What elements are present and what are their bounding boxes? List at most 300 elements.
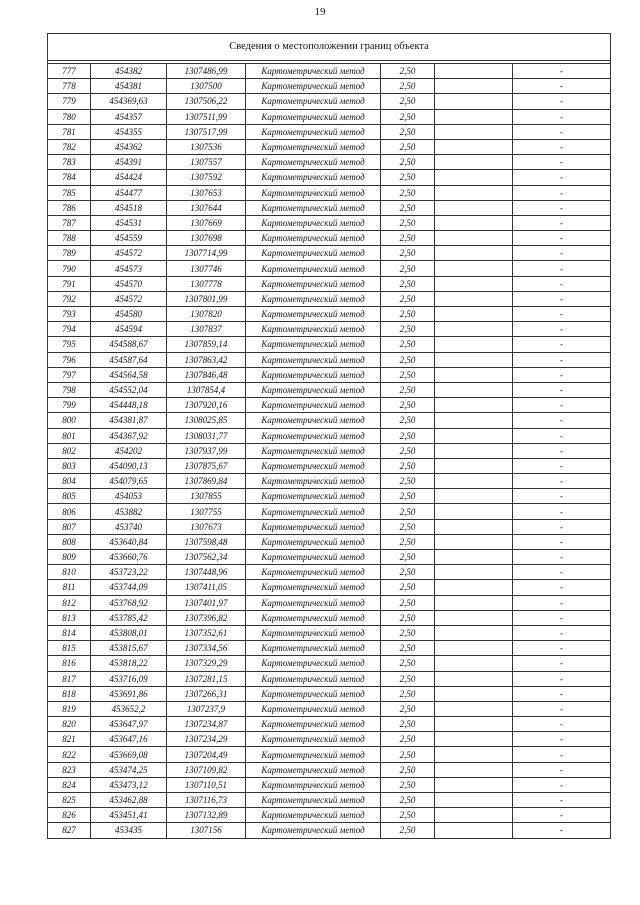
x-coordinate-cell: 454594 (91, 322, 167, 337)
x-coordinate-cell: 453808,01 (91, 625, 167, 640)
accuracy-cell: 2,50 (381, 762, 435, 777)
y-coordinate-cell: 1307592 (167, 170, 246, 185)
table-row (48, 610, 611, 625)
y-coordinate-cell: 1307110,51 (167, 777, 246, 792)
description-cell: - (513, 474, 611, 489)
accuracy-cell: 2,50 (381, 625, 435, 640)
point-number-cell: 825 (48, 793, 91, 808)
y-coordinate-cell: 1307846,48 (167, 367, 246, 382)
table-row (48, 200, 611, 215)
empty-cell (435, 762, 513, 777)
description-cell: - (513, 610, 611, 625)
accuracy-cell: 2,50 (381, 322, 435, 337)
table-row (48, 413, 611, 428)
description-cell: - (513, 443, 611, 458)
description-cell: - (513, 322, 611, 337)
accuracy-cell: 2,50 (381, 109, 435, 124)
accuracy-cell: 2,50 (381, 139, 435, 154)
x-coordinate-cell: 454587,64 (91, 352, 167, 367)
description-cell: - (513, 124, 611, 139)
empty-cell (435, 413, 513, 428)
accuracy-cell: 2,50 (381, 261, 435, 276)
accuracy-cell: 2,50 (381, 337, 435, 352)
table-row (48, 732, 611, 747)
y-coordinate-cell: 1307854,4 (167, 382, 246, 397)
method-cell: Картометрический метод (246, 428, 381, 443)
method-cell: Картометрический метод (246, 747, 381, 762)
empty-cell (435, 231, 513, 246)
y-coordinate-cell: 1307801,99 (167, 291, 246, 306)
point-number-cell: 789 (48, 246, 91, 261)
accuracy-cell: 2,50 (381, 246, 435, 261)
table-title: Сведения о местоположении границ объекта (48, 34, 611, 61)
point-number-cell: 818 (48, 686, 91, 701)
method-cell: Картометрический метод (246, 717, 381, 732)
description-cell: - (513, 246, 611, 261)
point-number-cell: 815 (48, 641, 91, 656)
x-coordinate-cell: 453882 (91, 504, 167, 519)
y-coordinate-cell: 1307669 (167, 215, 246, 230)
y-coordinate-cell: 1307132,89 (167, 808, 246, 823)
description-cell: - (513, 656, 611, 671)
accuracy-cell: 2,50 (381, 398, 435, 413)
description-cell: - (513, 747, 611, 762)
x-coordinate-cell: 453473,12 (91, 777, 167, 792)
table-row (48, 79, 611, 94)
empty-cell (435, 352, 513, 367)
point-number-cell: 794 (48, 322, 91, 337)
empty-cell (435, 443, 513, 458)
x-coordinate-cell: 453744,09 (91, 580, 167, 595)
empty-cell (435, 367, 513, 382)
empty-cell (435, 656, 513, 671)
table-row (48, 777, 611, 792)
accuracy-cell: 2,50 (381, 458, 435, 473)
boundary-coordinates-table (47, 33, 611, 839)
table-row (48, 443, 611, 458)
x-coordinate-cell: 454090,13 (91, 458, 167, 473)
y-coordinate-cell: 1307281,15 (167, 671, 246, 686)
method-cell: Картометрический метод (246, 808, 381, 823)
table-row (48, 489, 611, 504)
y-coordinate-cell: 1307506,22 (167, 94, 246, 109)
y-coordinate-cell: 1307116,73 (167, 793, 246, 808)
point-number-cell: 814 (48, 625, 91, 640)
x-coordinate-cell: 453716,09 (91, 671, 167, 686)
point-number-cell: 791 (48, 276, 91, 291)
method-cell: Картометрический метод (246, 155, 381, 170)
accuracy-cell: 2,50 (381, 717, 435, 732)
y-coordinate-cell: 1307156 (167, 823, 246, 838)
description-cell: - (513, 565, 611, 580)
x-coordinate-cell: 454355 (91, 124, 167, 139)
accuracy-cell: 2,50 (381, 443, 435, 458)
point-number-cell: 801 (48, 428, 91, 443)
table-row (48, 808, 611, 823)
point-number-cell: 806 (48, 504, 91, 519)
point-number-cell: 819 (48, 701, 91, 716)
description-cell: - (513, 458, 611, 473)
x-coordinate-cell: 454391 (91, 155, 167, 170)
table-body (48, 34, 611, 839)
empty-cell (435, 580, 513, 595)
accuracy-cell: 2,50 (381, 565, 435, 580)
x-coordinate-cell: 453647,97 (91, 717, 167, 732)
point-number-cell: 822 (48, 747, 91, 762)
y-coordinate-cell: 1307937,99 (167, 443, 246, 458)
x-coordinate-cell: 454588,67 (91, 337, 167, 352)
accuracy-cell: 2,50 (381, 732, 435, 747)
table-row (48, 793, 611, 808)
point-number-cell: 795 (48, 337, 91, 352)
description-cell: - (513, 337, 611, 352)
y-coordinate-cell: 1307401,97 (167, 595, 246, 610)
description-cell: - (513, 777, 611, 792)
accuracy-cell: 2,50 (381, 185, 435, 200)
y-coordinate-cell: 1307855 (167, 489, 246, 504)
point-number-cell: 787 (48, 215, 91, 230)
point-number-cell: 809 (48, 550, 91, 565)
x-coordinate-cell: 453785,42 (91, 610, 167, 625)
point-number-cell: 805 (48, 489, 91, 504)
table-row (48, 823, 611, 838)
point-number-cell: 778 (48, 79, 91, 94)
x-coordinate-cell: 454559 (91, 231, 167, 246)
description-cell: - (513, 382, 611, 397)
point-number-cell: 779 (48, 94, 91, 109)
table-row (48, 170, 611, 185)
description-cell: - (513, 64, 611, 79)
description-cell: - (513, 398, 611, 413)
empty-cell (435, 610, 513, 625)
description-cell: - (513, 762, 611, 777)
empty-cell (435, 701, 513, 716)
y-coordinate-cell: 1308031,77 (167, 428, 246, 443)
y-coordinate-cell: 1307778 (167, 276, 246, 291)
description-cell: - (513, 94, 611, 109)
x-coordinate-cell: 453818,22 (91, 656, 167, 671)
method-cell: Картометрический метод (246, 215, 381, 230)
accuracy-cell: 2,50 (381, 823, 435, 838)
method-cell: Картометрический метод (246, 291, 381, 306)
empty-cell (435, 398, 513, 413)
y-coordinate-cell: 1307396,82 (167, 610, 246, 625)
table-row (48, 641, 611, 656)
y-coordinate-cell: 1307109,82 (167, 762, 246, 777)
method-cell: Картометрический метод (246, 534, 381, 549)
y-coordinate-cell: 1307411,05 (167, 580, 246, 595)
table-row (48, 504, 611, 519)
x-coordinate-cell: 454357 (91, 109, 167, 124)
x-coordinate-cell: 454382 (91, 64, 167, 79)
y-coordinate-cell: 1307755 (167, 504, 246, 519)
y-coordinate-cell: 1307746 (167, 261, 246, 276)
empty-cell (435, 79, 513, 94)
empty-cell (435, 109, 513, 124)
point-number-cell: 777 (48, 64, 91, 79)
empty-cell (435, 489, 513, 504)
y-coordinate-cell: 1307869,84 (167, 474, 246, 489)
description-cell: - (513, 519, 611, 534)
point-number-cell: 783 (48, 155, 91, 170)
x-coordinate-cell: 454367,92 (91, 428, 167, 443)
description-cell: - (513, 170, 611, 185)
accuracy-cell: 2,50 (381, 428, 435, 443)
y-coordinate-cell: 1307820 (167, 307, 246, 322)
accuracy-cell: 2,50 (381, 413, 435, 428)
y-coordinate-cell: 1307352,61 (167, 625, 246, 640)
accuracy-cell: 2,50 (381, 504, 435, 519)
y-coordinate-cell: 1307875,67 (167, 458, 246, 473)
y-coordinate-cell: 1307448,96 (167, 565, 246, 580)
table-row (48, 246, 611, 261)
method-cell: Картометрический метод (246, 124, 381, 139)
point-number-cell: 811 (48, 580, 91, 595)
accuracy-cell: 2,50 (381, 200, 435, 215)
description-cell: - (513, 671, 611, 686)
table-row (48, 762, 611, 777)
point-number-cell: 821 (48, 732, 91, 747)
method-cell: Картометрический метод (246, 139, 381, 154)
x-coordinate-cell: 454580 (91, 307, 167, 322)
y-coordinate-cell: 1307837 (167, 322, 246, 337)
table-row (48, 701, 611, 716)
empty-cell (435, 307, 513, 322)
accuracy-cell: 2,50 (381, 777, 435, 792)
table-row (48, 382, 611, 397)
x-coordinate-cell: 453647,16 (91, 732, 167, 747)
point-number-cell: 796 (48, 352, 91, 367)
method-cell: Картометрический метод (246, 610, 381, 625)
empty-cell (435, 777, 513, 792)
empty-cell (435, 64, 513, 79)
y-coordinate-cell: 1307500 (167, 79, 246, 94)
description-cell: - (513, 793, 611, 808)
y-coordinate-cell: 1307653 (167, 185, 246, 200)
description-cell: - (513, 489, 611, 504)
table-title-row (48, 34, 611, 61)
description-cell: - (513, 291, 611, 306)
accuracy-cell: 2,50 (381, 215, 435, 230)
method-cell: Картометрический метод (246, 519, 381, 534)
accuracy-cell: 2,50 (381, 276, 435, 291)
description-cell: - (513, 428, 611, 443)
point-number-cell: 792 (48, 291, 91, 306)
accuracy-cell: 2,50 (381, 231, 435, 246)
x-coordinate-cell: 453768,92 (91, 595, 167, 610)
y-coordinate-cell: 1307536 (167, 139, 246, 154)
x-coordinate-cell: 453451,41 (91, 808, 167, 823)
y-coordinate-cell: 1307673 (167, 519, 246, 534)
empty-cell (435, 823, 513, 838)
empty-cell (435, 625, 513, 640)
table-row (48, 398, 611, 413)
empty-cell (435, 808, 513, 823)
method-cell: Картометрический метод (246, 337, 381, 352)
description-cell: - (513, 231, 611, 246)
table-row (48, 109, 611, 124)
empty-cell (435, 170, 513, 185)
y-coordinate-cell: 1307698 (167, 231, 246, 246)
empty-cell (435, 291, 513, 306)
method-cell: Картометрический метод (246, 109, 381, 124)
description-cell: - (513, 413, 611, 428)
empty-cell (435, 671, 513, 686)
method-cell: Картометрический метод (246, 170, 381, 185)
accuracy-cell: 2,50 (381, 79, 435, 94)
description-cell: - (513, 276, 611, 291)
empty-cell (435, 534, 513, 549)
method-cell: Картометрический метод (246, 641, 381, 656)
empty-cell (435, 641, 513, 656)
description-cell: - (513, 625, 611, 640)
accuracy-cell: 2,50 (381, 808, 435, 823)
table-row (48, 261, 611, 276)
method-cell: Картометрический метод (246, 64, 381, 79)
point-number-cell: 802 (48, 443, 91, 458)
x-coordinate-cell: 454381 (91, 79, 167, 94)
point-number-cell: 816 (48, 656, 91, 671)
table-row (48, 428, 611, 443)
table-row (48, 367, 611, 382)
y-coordinate-cell: 1308025,85 (167, 413, 246, 428)
point-number-cell: 800 (48, 413, 91, 428)
x-coordinate-cell: 454531 (91, 215, 167, 230)
accuracy-cell: 2,50 (381, 580, 435, 595)
method-cell: Картометрический метод (246, 823, 381, 838)
x-coordinate-cell: 454570 (91, 276, 167, 291)
accuracy-cell: 2,50 (381, 656, 435, 671)
method-cell: Картометрический метод (246, 550, 381, 565)
accuracy-cell: 2,50 (381, 595, 435, 610)
table-row (48, 519, 611, 534)
point-number-cell: 824 (48, 777, 91, 792)
x-coordinate-cell: 453723,22 (91, 565, 167, 580)
y-coordinate-cell: 1307486,99 (167, 64, 246, 79)
point-number-cell: 823 (48, 762, 91, 777)
y-coordinate-cell: 1307562,34 (167, 550, 246, 565)
description-cell: - (513, 155, 611, 170)
method-cell: Картометрический метод (246, 398, 381, 413)
x-coordinate-cell: 453462,88 (91, 793, 167, 808)
method-cell: Картометрический метод (246, 504, 381, 519)
table-row (48, 595, 611, 610)
method-cell: Картометрический метод (246, 352, 381, 367)
x-coordinate-cell: 453669,08 (91, 747, 167, 762)
empty-cell (435, 200, 513, 215)
accuracy-cell: 2,50 (381, 291, 435, 306)
empty-cell (435, 519, 513, 534)
y-coordinate-cell: 1307598,48 (167, 534, 246, 549)
table-row (48, 124, 611, 139)
method-cell: Картометрический метод (246, 474, 381, 489)
method-cell: Картометрический метод (246, 382, 381, 397)
empty-cell (435, 686, 513, 701)
table-row (48, 671, 611, 686)
x-coordinate-cell: 453815,67 (91, 641, 167, 656)
method-cell: Картометрический метод (246, 413, 381, 428)
description-cell: - (513, 580, 611, 595)
y-coordinate-cell: 1307920,16 (167, 398, 246, 413)
accuracy-cell: 2,50 (381, 550, 435, 565)
description-cell: - (513, 550, 611, 565)
method-cell: Картометрический метод (246, 656, 381, 671)
accuracy-cell: 2,50 (381, 489, 435, 504)
point-number-cell: 782 (48, 139, 91, 154)
x-coordinate-cell: 454369,63 (91, 94, 167, 109)
accuracy-cell: 2,50 (381, 686, 435, 701)
x-coordinate-cell: 453640,84 (91, 534, 167, 549)
table-row (48, 231, 611, 246)
accuracy-cell: 2,50 (381, 307, 435, 322)
description-cell: - (513, 352, 611, 367)
table-row (48, 656, 611, 671)
table-row (48, 717, 611, 732)
description-cell: - (513, 534, 611, 549)
table-row (48, 686, 611, 701)
x-coordinate-cell: 454564,58 (91, 367, 167, 382)
point-number-cell: 812 (48, 595, 91, 610)
method-cell: Картометрический метод (246, 322, 381, 337)
table-row (48, 94, 611, 109)
point-number-cell: 808 (48, 534, 91, 549)
point-number-cell: 813 (48, 610, 91, 625)
method-cell: Картометрический метод (246, 701, 381, 716)
description-cell: - (513, 717, 611, 732)
method-cell: Картометрический метод (246, 261, 381, 276)
accuracy-cell: 2,50 (381, 701, 435, 716)
accuracy-cell: 2,50 (381, 671, 435, 686)
x-coordinate-cell: 453435 (91, 823, 167, 838)
accuracy-cell: 2,50 (381, 641, 435, 656)
point-number-cell: 817 (48, 671, 91, 686)
method-cell: Картометрический метод (246, 671, 381, 686)
empty-cell (435, 155, 513, 170)
method-cell: Картометрический метод (246, 367, 381, 382)
point-number-cell: 803 (48, 458, 91, 473)
y-coordinate-cell: 1307234,87 (167, 717, 246, 732)
point-number-cell: 784 (48, 170, 91, 185)
description-cell: - (513, 595, 611, 610)
table-row (48, 307, 611, 322)
method-cell: Картометрический метод (246, 79, 381, 94)
table-row (48, 458, 611, 473)
method-cell: Картометрический метод (246, 489, 381, 504)
method-cell: Картометрический метод (246, 458, 381, 473)
table-row (48, 550, 611, 565)
y-coordinate-cell: 1307329,29 (167, 656, 246, 671)
accuracy-cell: 2,50 (381, 534, 435, 549)
method-cell: Картометрический метод (246, 762, 381, 777)
description-cell: - (513, 307, 611, 322)
y-coordinate-cell: 1307517,99 (167, 124, 246, 139)
method-cell: Картометрический метод (246, 580, 381, 595)
y-coordinate-cell: 1307644 (167, 200, 246, 215)
point-number-cell: 785 (48, 185, 91, 200)
method-cell: Картометрический метод (246, 625, 381, 640)
table-row (48, 747, 611, 762)
description-cell: - (513, 79, 611, 94)
method-cell: Картометрический метод (246, 686, 381, 701)
description-cell: - (513, 686, 611, 701)
empty-cell (435, 717, 513, 732)
point-number-cell: 807 (48, 519, 91, 534)
accuracy-cell: 2,50 (381, 170, 435, 185)
y-coordinate-cell: 1307859,14 (167, 337, 246, 352)
empty-cell (435, 474, 513, 489)
description-cell: - (513, 808, 611, 823)
description-cell: - (513, 261, 611, 276)
